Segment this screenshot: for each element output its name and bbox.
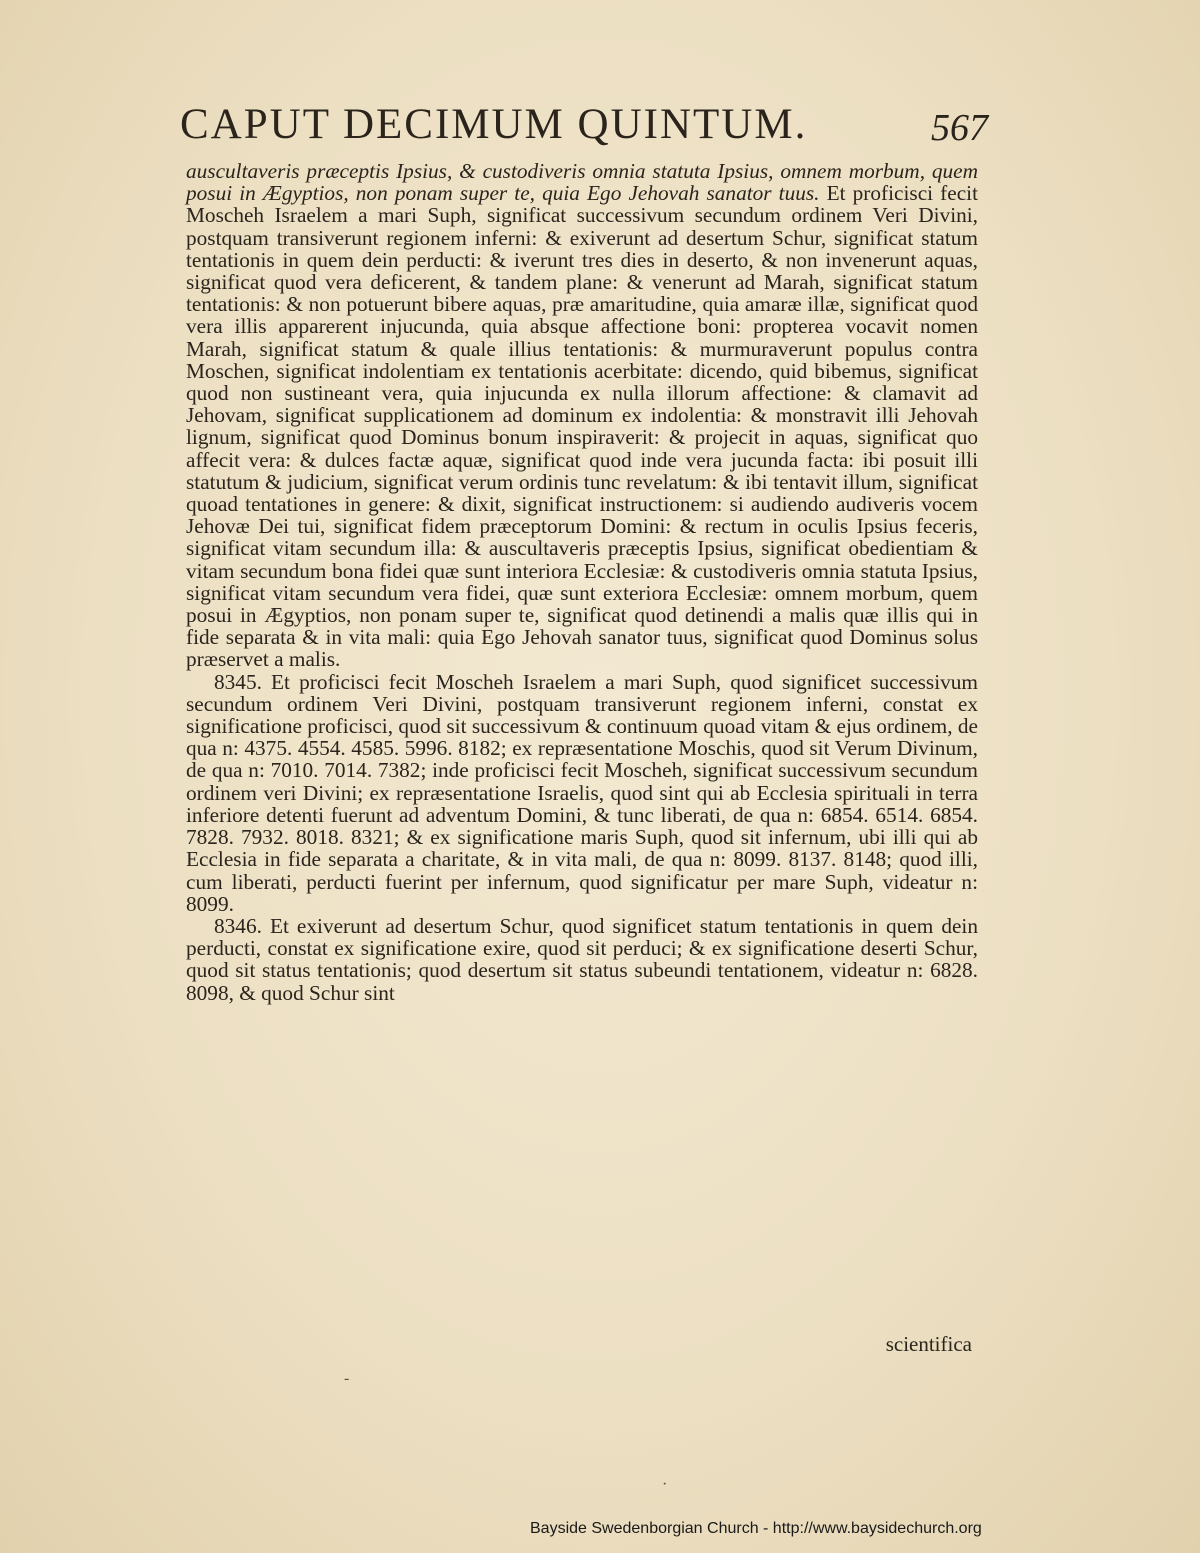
paragraph-8345: 8345. Et proficisci fecit Moscheh Israelem a mari Suph, quod significet successivum secundum ordinem Veri Divini, postquam transiverunt regionem inferni, constat ex significatione proficisci, quod sit successivum & continuum quoad vitam & ejus ordinem, de qua n: 4375. 4554. 4585. 5996. 8182; ex repræsentatione Moschis, quod sit Verum Divinum, de qua n: 7010. 7014. 7382; inde proficisci fecit Moscheh, significat successivum secundum ordinem veri Divini; ex repræsentatione Israelis, quod sint qui ab Ecclesia spirituali in terra inferiore detenti fuerunt ad adventum Domini, & tunc liberati, de qua n: 6854. 6514. 6854. 7828. 7932. 8018. 8321; & ex significatione maris Suph, quod sit infernum, ubi illi qui ab Ecclesia in fide separata a charitate, & in vita mali, de qua n: 8099. 8137. 8148; quod illi, cum liberati, perducti fuerint per infernum, quod significatur per mare Suph, videatur n: 8099.	[186, 669, 978, 916]
footer-credit: Bayside Swedenborgian Church - http://www.baysidechurch.org	[530, 1520, 982, 1537]
opening-paragraph	[186, 160, 978, 671]
paragraph-8346: 8346. Et exiverunt ad desertum Schur, quod significet statum tentationis in quem dein perducti, constat ex significatione exire, quod sit perduci; & ex significatione deserti Schur, quod sit status tentationis; quod desertum sit status subeundi tentationem, videatur n: 6828. 8098, & quod Schur sint	[186, 913, 978, 1005]
catchword: scientifica	[885, 1332, 972, 1356]
scripture-quote: auscultaveris præceptis Ipsius, & custodiveris omnia statuta Ipsius, omnem morbum, quem posui in Ægyptios, non ponam super te, quia Ego Jehovah sanator tuus.	[186, 159, 978, 206]
ink-speck: -	[344, 1370, 350, 1387]
page-header	[180, 100, 1000, 160]
page-number: 567	[931, 107, 988, 149]
summary-text: Et proficisci fecit Moscheh Israelem a mari Suph, significat successivum secundum ordinem Veri Divini, postquam transiverunt regionem inferni: & exiverunt ad desertum Schur, significat statum tentationis in quem dein perducti: & iverunt tres dies in deserto, & non invenerunt aquas, significat quod vera deficerent, & tandem plane: & venerunt ad Marah, significat statum tentationis: & non potuerunt bibere aquas, præ amaritudine, quia amaræ illæ, significat quod vera illis apparerent injucunda, quia absque affectione boni: propterea vocavit nomen Marah, significat statum & quale illius tentationis: & murmuraverunt populus contra Moschen, significat indolentiam ex tentationis acerbitate: dicendo, quid bibemus, significat quod non sustineant vera, quia injucunda ex nulla illorum affectione: & clamavit ad Jehovam, significat supplicationem ad dominum ex indolentia: & monstravit illi Jehovah lignum, significat quod Dominus bonum inspiraverit: & projecit in aquas, significat quo affecit vera: & dulces factæ aquæ, significat quod inde vera jucunda facta: ibi posuit illi statutum & judicium, significat verum ordinis tunc revelatum: & ibi tentavit illum, significat quoad tentationes in genere: & dixit, significat instructionem: si audiendo audiveris vocem Jehovæ Dei tui, significat fidem præceptorum Domini: & rectum in oculis Ipsius feceris, significat vitam secundum illa: & auscultaveris præceptis Ipsius, significat obedientiam & vitam secundum bona fidei quæ sunt interiora Ecclesiæ: & custodiveris omnia statuta Ipsius, significat vitam secundum vera fidei, quæ sunt exteriora Ecclesiæ: omnem morbum, quem posui in Ægyptios, non ponam super te, significat quod detinendi a malis quæ illis qui in fide separata & in vita mali: quia Ego Jehovah sanator tuus, significat quod Dominus solus præservet a malis.	[186, 181, 978, 672]
ink-speck: ·	[662, 1476, 668, 1493]
running-title: CAPUT DECIMUM QUINTUM.	[180, 101, 808, 148]
body-text	[186, 160, 978, 1004]
